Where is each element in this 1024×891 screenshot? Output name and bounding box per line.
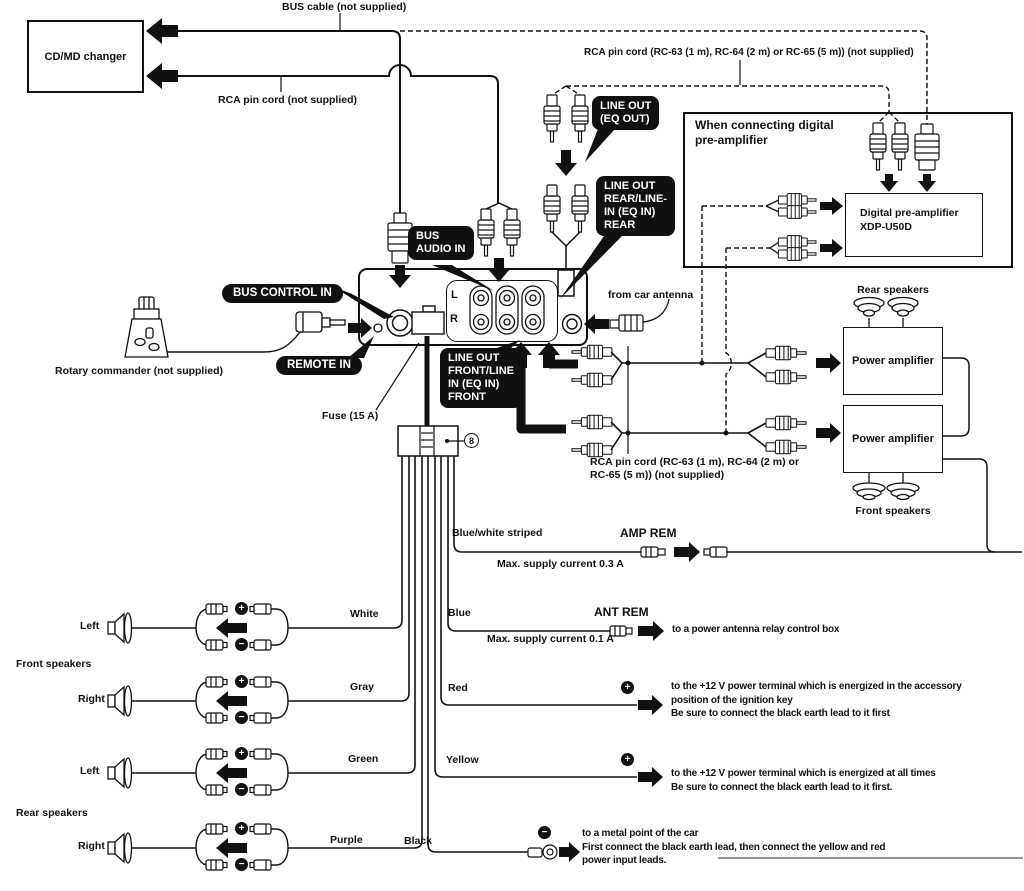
minus-symbol-black: −	[538, 826, 551, 839]
line-out-front-line3: IN (EQ IN)	[448, 378, 500, 390]
plus-symbol-row3: +	[235, 747, 248, 760]
preamp-left-dashed	[702, 206, 770, 433]
minus-symbol-row3: −	[235, 783, 248, 796]
eq-out-plugs	[544, 95, 588, 296]
remote-plug	[164, 312, 372, 352]
rear-speakers-icons	[854, 298, 918, 328]
rca-cord-note-line1: RCA pin cord (RC-63 (1 m), RC-64 (2 m) or	[590, 456, 800, 468]
speaker-row1-wire: White	[350, 608, 379, 620]
ant-rem-connector	[610, 621, 664, 641]
speaker-circuit-front-right	[108, 677, 288, 723]
unit-bus-arrow-icon	[389, 265, 411, 288]
changer-rca-cord-line	[178, 65, 498, 203]
plus-symbol-yellow: +	[621, 753, 634, 766]
remote-in-jack	[374, 324, 382, 332]
red-lead-arrow-icon	[638, 695, 663, 715]
plus-symbol-red: +	[621, 681, 634, 694]
preamp-rca-plugs	[870, 123, 908, 170]
line-out-eq-callout	[592, 96, 659, 130]
black-destination-line1: to a metal point of the car	[582, 828, 699, 839]
harness-wires	[288, 456, 641, 852]
minus-symbol-row2: −	[235, 711, 248, 724]
lineout-front-cord	[572, 415, 841, 457]
amp-rem-tag: AMP REM	[620, 526, 677, 540]
rear-speakers-group-label: Rear speakers	[16, 807, 88, 819]
red-destination-line2: position of the ignition key	[671, 694, 793, 706]
amp-rem-note: Max. supply current 0.3 A	[497, 558, 624, 570]
amp-rem-connectors	[641, 542, 1022, 562]
speaker-circuit-rear-left	[108, 749, 288, 795]
line-out-front-callout	[440, 348, 522, 408]
front-speakers-group-label: Front speakers	[16, 658, 92, 670]
speaker-row4-wire: Purple	[330, 834, 363, 846]
minus-symbol-row4: −	[235, 858, 248, 871]
preamp-left-plugs	[766, 194, 843, 261]
rotary-commander-label: Rotary commander (not supplied)	[55, 365, 224, 377]
plus-symbol-row4: +	[235, 822, 248, 835]
bus-cable-line	[178, 31, 400, 213]
lineout-rear-cord	[572, 345, 841, 387]
rca-jack-ovals	[470, 286, 544, 334]
power-amplifier-rear-label: Power amplifier	[852, 355, 934, 367]
bus-audio-in-line2: AUDIO IN	[416, 243, 466, 255]
line-out-front-line2: FRONT/LINE	[448, 365, 514, 377]
amp-rem-wire-color: Blue/white striped	[452, 527, 543, 539]
speaker-row2-side: Right	[78, 693, 105, 705]
speaker-row4-side: Right	[78, 840, 105, 852]
harness-socket	[412, 306, 444, 334]
yellow-wire-color: Yellow	[446, 754, 479, 766]
jack-label-l: L	[451, 289, 458, 301]
rca-cord-note-line2: RC-65 (5 m)) (not supplied)	[590, 469, 725, 481]
remote-in-callout: REMOTE IN	[276, 356, 362, 375]
yellow-lead-arrow-icon	[638, 767, 663, 787]
black-wire-color: Black	[404, 835, 433, 847]
line-out-front-line4: FRONT	[448, 391, 486, 403]
front-speakers-label: Front speakers	[855, 505, 931, 517]
line-out-front-line1: LINE OUT	[448, 352, 500, 364]
from-car-antenna-label: from car antenna	[608, 289, 694, 301]
cdmd-changer-label: CD/MD changer	[44, 50, 127, 63]
line-out-rear-line1: LINE OUT	[604, 180, 656, 192]
speaker-row1-side: Left	[80, 620, 100, 632]
fuse-leader	[376, 343, 419, 410]
black-destination-line2: First connect the black earth lead, then connect the yellow and red	[582, 841, 886, 853]
line-out-eq-line2: (EQ OUT)	[600, 113, 650, 125]
bus-control-in-callout: BUS CONTROL IN	[222, 284, 343, 303]
speaker-row2-wire: Gray	[350, 681, 374, 693]
lineout-thick-traces	[521, 364, 578, 429]
red-destination	[671, 680, 962, 721]
car-antenna-plug	[584, 299, 669, 334]
red-wire-color: Red	[448, 682, 468, 694]
speaker-row3-wire: Green	[348, 753, 379, 765]
red-destination-line3: Be sure to connect the black earth lead to it first	[671, 708, 890, 719]
black-lead-ring-terminal	[528, 842, 580, 862]
speaker-circuit-rear-right	[108, 824, 288, 870]
connector-number-badge: 8	[464, 433, 479, 448]
speaker-row3-side: Left	[80, 765, 100, 777]
front-speakers-icons	[853, 473, 919, 500]
black-destination	[582, 827, 885, 868]
bus-cable-dashed	[400, 31, 927, 124]
line-out-rear-line3: IN (EQ IN)	[604, 206, 656, 218]
ant-rem-destination: to a power antenna relay control box	[672, 624, 840, 635]
ant-rem-tag: ANT REM	[594, 605, 649, 619]
line-out-rear-line2: REAR/LINE-	[604, 193, 667, 205]
minus-symbol-row1: −	[235, 638, 248, 651]
yellow-destination-line1: to the +12 V power terminal which is energized at all times	[671, 768, 936, 779]
line-out-eq-line1: LINE OUT	[600, 100, 652, 112]
arrow-into-changer-icon	[146, 18, 178, 89]
rear-speakers-label: Rear speakers	[857, 284, 929, 296]
black-destination-line3: power input leads.	[582, 855, 667, 866]
plus-symbol-row1: +	[235, 602, 248, 615]
digital-preamp-label-line2: XDP-U50D	[860, 221, 912, 233]
preamp-box-title-line1: When connecting digital	[695, 118, 834, 132]
fuse-label: Fuse (15 A)	[322, 410, 379, 422]
ant-rem-note: Max. supply current 0.1 A	[487, 633, 614, 645]
bus-cable-label: BUS cable (not supplied)	[282, 1, 407, 13]
preamp-down-arrows-icon	[880, 174, 936, 192]
jack-label-r: R	[450, 313, 458, 325]
ant-rem-wire-color: Blue	[448, 607, 471, 619]
rotary-commander-device	[125, 297, 168, 357]
red-destination-line1: to the +12 V power terminal which is energized in the accessory	[671, 681, 962, 692]
antenna-jack	[563, 315, 582, 334]
line-out-rear-callout	[596, 176, 675, 236]
bus-audio-in-callout	[408, 226, 474, 260]
digital-preamp-label-line1: Digital pre-amplifier	[860, 207, 959, 219]
yellow-destination-line2: Be sure to connect the black earth lead to it first.	[671, 781, 893, 793]
preamp-bus-din-plug	[915, 124, 939, 170]
plus-symbol-row2: +	[235, 675, 248, 688]
bus-control-connector	[387, 310, 413, 336]
amp-link-lines	[943, 358, 995, 552]
rca-cord-models-label: RCA pin cord (RC-63 (1 m), RC-64 (2 m) or RC-65 (5 m)) (not supplied)	[584, 47, 914, 58]
rca-cord-label: RCA pin cord (not supplied)	[218, 94, 358, 106]
bus-audio-plugs	[478, 203, 520, 282]
speaker-circuit-front-left	[108, 604, 288, 650]
power-amplifier-front-label: Power amplifier	[852, 433, 934, 445]
yellow-destination	[671, 767, 936, 794]
preamp-box-title-line2: pre-amplifier	[695, 133, 768, 147]
line-out-rear-line4: REAR	[604, 219, 636, 231]
bus-audio-in-line1: BUS	[416, 230, 440, 242]
